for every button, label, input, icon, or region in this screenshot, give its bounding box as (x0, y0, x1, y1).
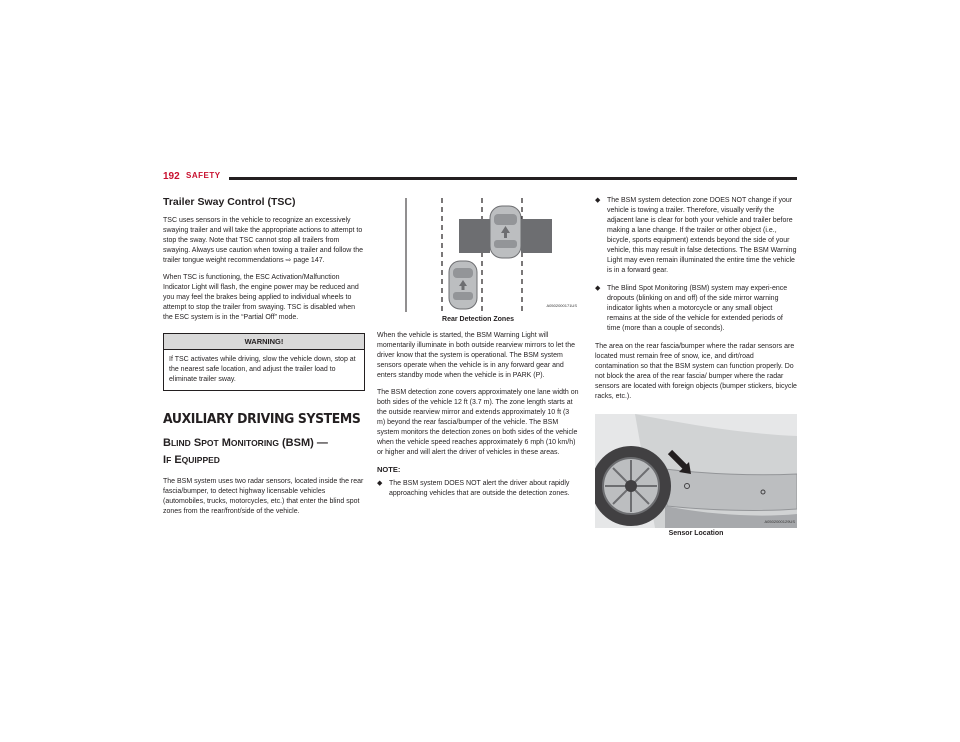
header-rule (229, 177, 797, 180)
detection-zone-left (459, 219, 490, 253)
rear-detection-diagram (377, 196, 579, 314)
bsm-heading-b: B (163, 437, 171, 449)
tsc-paragraph-1-end: . (322, 257, 325, 264)
rear-detection-figure (377, 196, 579, 314)
column-right (595, 196, 797, 537)
bsm-heading-e: E (174, 454, 182, 466)
figure-caption: Rear Detection Zones (442, 316, 514, 323)
bsm-heading (163, 435, 365, 469)
figure-caption-2: Sensor Location (668, 530, 724, 537)
tsc-paragraph-1 (163, 216, 365, 266)
warning-title: WARNING! (164, 334, 364, 350)
tsc-paragraph-1-text: TSC uses sensors in the vehicle to recognize an excessively swaying trailer and will take the appropriate actions to attempt to stop the sway. Note that TSC cannot stop all trailers from swaying. Always use caution when towing a trailer and follow the trailer tongue weight recommendations (163, 217, 363, 264)
car-front-icon (490, 206, 521, 258)
bsm-heading-lind: LIND (170, 438, 191, 448)
figure-code-2: A0502000129US (764, 519, 795, 524)
column-left (163, 196, 365, 524)
bsm-heading-pot: POT (201, 438, 219, 448)
bsm-heading-s: S (193, 437, 202, 449)
sensor-location-figure (595, 414, 797, 528)
car-rear-icon (449, 261, 477, 309)
list-item: ◆ The Blind Spot Monitoring (BSM) system may experi-ence dropouts (blinking on and off) of the side mirror warning indicator lights when a motorcycle or any small object remains at the side of the vehicle for extended periods of time (more than a couple of seconds). (595, 284, 797, 334)
bsm-heading-m: M (221, 437, 231, 449)
page-link[interactable]: page 147 (293, 257, 323, 264)
bsm-bullets (595, 196, 797, 334)
tsc-heading: Trailer Sway Control (TSC) (163, 196, 296, 208)
page-ref-icon: ⇨ (285, 257, 292, 264)
page-number: 192 (163, 171, 180, 182)
note-label: NOTE: (377, 465, 401, 474)
bsm-heading-i: I (163, 454, 167, 466)
aux-driving-heading: AUXILIARY DRIVING SYSTEMS (163, 411, 361, 427)
bsm-heading-quipped: QUIPPED (181, 455, 220, 465)
bsm-heading-onitoring: ONITORING (230, 438, 279, 448)
bsm-detection-zone-paragraph: The BSM detection zone covers approximately one lane width on both sides of the vehicle 12 ft (3.7 m). The zone length starts at the outside rearview mirror and extends approximately 10 ft (3 m) beyond the rear fascia/bumper of the vehicle. The BSM system monitors the detection zones on both sides of the vehicle when the vehicle speed reaches approximately 6 mph (10 km/h) or higher and will alert the driver of vehicles in these areas. (377, 389, 579, 456)
bsm-heading-f: F (166, 455, 172, 465)
sensor-location-image (595, 414, 797, 528)
bsm-warning-light-paragraph: When the vehicle is started, the BSM Warning Light will momentarily illuminate in both outside rearview mirrors to let the driver know that the system is operational. The BSM system sensors operate when the vehicle is in any forward gear and enters standby mode when the vehicle is in PARK (P). (377, 332, 576, 379)
list-item: ◆ The BSM system DOES NOT alert the driver about rapidly approaching vehicles that are outside the detection zones. (377, 479, 579, 499)
tsc-paragraph-2: When TSC is functioning, the ESC Activation/Malfunction Indicator Light will flash, the engine power may be reduced and you may feel the brakes being applied to individual wheels to attempt to stop the trailer from swaying. TSC is disabled when the ESC system is in the “Partial Off” mode. (163, 274, 359, 321)
section-title: SAFETY (186, 171, 221, 180)
figure-code: A0502000171US (546, 303, 577, 308)
detection-zone-right (521, 219, 552, 253)
sensor-area-paragraph: The area on the rear fascia/bumper where the radar sensors are located must remain free of snow, ice, and dirt/road contamination so that the BSM system can function properly. Do not block the area of the rear fascia/ bumper where the radar sensors are located with foreign objects (bumper stickers, bicycle racks, etc.). (595, 343, 797, 400)
note-list (377, 479, 579, 499)
page-header (163, 169, 797, 185)
bsm-intro-paragraph: The BSM system uses two radar sensors, located inside the rear fascia/bumper, to detect highway licensable vehicles (automobiles, trucks, motorcycles, etc.) that enter the blind spot zones from the rear/front/side of the vehicle. (163, 478, 364, 515)
bsm-heading-tail: (BSM) — (282, 437, 328, 449)
warning-text: If TSC activates while driving, slow the vehicle down, stop at the nearest safe location, and adjust the trailer load to eliminate trailer sway. (169, 356, 356, 383)
column-middle (377, 196, 579, 507)
warning-box (163, 333, 365, 391)
list-item: ◆ The BSM system detection zone DOES NOT change if your vehicle is towing a trailer. Therefore, visually verify the adjacent lane is clear for both your vehicle and trailer before making a lane change. If the trailer or other object (i.e., bicycle, sports equipment) extends beyond the side of your vehicle, this may result in false detections. The BSM Warning Light may even remain illuminated the entire time the vehicle is in a forward gear. (595, 196, 797, 276)
